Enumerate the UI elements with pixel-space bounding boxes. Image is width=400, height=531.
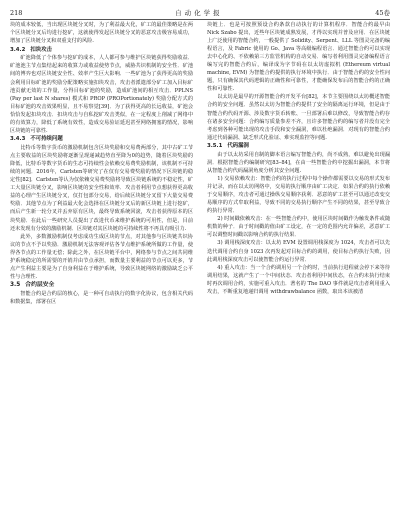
left-column — [10, 21, 193, 526]
body-paragraph: 由于以太坊采用自制的脚本语言编写智能合约，尚不成熟，难以避免出现漏洞．根据智能合约编制研究[83–84]，在由一些智能合约中挖掘出漏洞，本节将从智能合约代码漏洞角度分析其安全问题. — [207, 151, 390, 175]
body-paragraph: 以太坊是最早的开源智能合约开发平台[82]，本节主要围绕以太坊概述智能合约的安全问题．虽然以太坊为智能合约提供了安全的隔离运行环境，但是由于智能合约代码开源、涉及数字货币转账、一旦部署后难以修改，导致智能合约存在诸多安全问题：合约编写质量参差不齐，且许多智能合约的编写者并没有完全考虑到各种可能出现的攻击手段和安全漏洞，难以杜绝漏洞．对现有的智能合约通过代码漏洞、缺乏形式化验证、难实现监控等问题. — [207, 94, 390, 141]
body-paragraph: 1) 交易依赖攻击：智能合约的执行过程中每个操作都需要以交易的形式发布并记录，而在以太坊网络中，交易的执行顺序由矿工决定．如果合约的执行依赖于交易顺序，攻击者可通过操纵交易顺序获利．恶意的矿工甚至可以通过改变交易顺序的方式牟取利益，导致不同的交易执行顺序产生不同的结果，甚至导致合约执行异常． — [207, 176, 390, 215]
journal-title: 自动化学报 — [175, 9, 223, 17]
body-paragraph: 块链上．也是可按照预设合约条款自动执行的计算机程序．智能合约最早由 Nick Szabo 提出，近些年区块链成熟发展，才得以实现并普及应用．在区块链上广泛使用的智能合约，一般提供了 Solidity、Serpent、LLL 等图灵完备的编程语言，及 Fabric 使用的 Go、Java 等高级编程语言．通过智能合约可以实现去中心化的、不依赖第三方监管机构的自动交易．编写者利用图灵完备编程语言编写完的智能合约后，编译成为字节码在以太坊虚拟机 (Ethereum virtual machine, EVM) 为智能合约提供的执行环境中执行．由于智能合约的安全性问题，只有确保其代码逻辑的正确性和可靠性，才能确保发布后的智能合约的正确性和可靠性. — [207, 22, 390, 93]
volume-label: 45卷 — [375, 9, 390, 17]
body-paragraph: 2) 时间戳依赖攻击：在一些智能合约中，使用区块时间戳作为触发条件或随机数的种子．由于时间戳的值由矿工设定，在一定的范围内允许偏差，恶意矿工可以调整时间戳以影响合约的执行结果． — [207, 216, 390, 239]
section-number: 3.5.1 — [207, 143, 223, 150]
body-paragraph: 4) 重入攻击：当一个合约调用另一个合约时，当前执行进程就会停下来等待调用结果，这就产生了一个中间状态．攻击者利用中间状态，在合约未执行结束时再次调用合约，实施可重入攻击．著名的 The DAO 事件就是攻击者利用重入攻击，不断重复地递归调用 withdrawbalance 函数，取出本该被清 — [207, 264, 390, 295]
section-number: 3.5 — [10, 282, 21, 289]
section-title: 代码漏洞 — [227, 143, 249, 150]
page-number: 218 — [10, 9, 23, 17]
section-heading — [10, 135, 193, 143]
body-paragraph: 此外，多数激励机制仅考虑成功生成区块的节点，对其他参与区块链共识协议的节点不予以奖励．激励机制无法客观评估各节点维护系统所做的工作量，使得各节点的工作量无偿；除此之外，在区块链平台中，网络参与节点之间共同维护系统稳定的所需要的开销并由节点承担，而数量主要利益的节点可以更多，节点产生利益主要是为了自身利益在于维护系统，导致区块链网络的激励缺乏公平性与合理性. — [10, 233, 193, 280]
page-header — [10, 3, 390, 20]
body-paragraph: 矿池降低了个体参与挖矿的成本，人人都可参与维护区块链获得奖励收益．矿池池主节点集结起来的收算力或收益使势节点，威胁共识机制的安全性．矿池间的博弈也对区块链安全性、效率产生巨大影响．一些矿池为了获得更高的奖励会利用目标矿池的奖励分配策略实施扣块攻击，攻击者派遣部分矿工加入目标矿池贡献无效的工作量，分得目标矿池的奖励，造成矿池间的相互攻击．PPLNS (Pay per last N shares) 模式和 PROP (PROPortionately) 奖励分配方式的目标矿池的攻击效果明显，且不易察觉[39]．为了获得更高的长远收益，矿池会恰恰发起扣块攻击．扣块攻击与自私挖矿攻击类似，在一定程度上削减了网络中的有效算力，降低了系统有效性，造成交易验证延迟甚至网络拥塞的情况，影响区块链的可靠性. — [10, 55, 193, 134]
section-title: 扣块攻击 — [30, 46, 52, 53]
section-number: 3.4.2 — [10, 46, 26, 53]
section-title: 合约层安全 — [25, 282, 55, 289]
body-paragraph: 3) 调用栈深度攻击：以太坊 EVM 设置调用栈深度为 1024，攻击者可以先迭代调用合约自身 1023 次再发起对目标合约的调用，使目标合约执行失败，因此调用栈深度攻击可以使智能合约运行异常． — [207, 240, 390, 263]
body-paragraph: 比特币等数字货币的激励机制包含区块奖励和交易费两部分，其中古矿工节点主要收益的区块奖励将逐渐呈现递减趋势直至降为0的趋势，随着区块奖励的降低，比特币等数字货币的生态可持续性会依赖交易费奖励机制，该机制不可持续的问题．2016年，Carlsten等研究了在仅有交易费奖励的情况下区块链的稳定性[82]．Carlsten等认为仅依赖交易费奖励将导致区块链系统的不稳定性，矿工大量区块链分叉，影响区块链的安全性和效率．攻击者利用节点想获得更高收益的心理产生区块链分叉，仅打包部分交易，给后续区块链分叉留下大量交易费奖励．其他节点为了利益最大化会选择在区块链分叉后的新区块链上进行挖矿，而后产生新一轮分叉并丢弃原有区块，最终导致系统回滚，攻击者获得原本的区块奖励．在此后一些研究人员提出了改进代币来维护系统的可用性，但是，目前还未发现有分效的激励机制．区块链对其区块链的可持续性将不再具有吸引力. — [10, 145, 193, 232]
section-heading — [10, 46, 193, 54]
section-title: 不可持续问题 — [30, 136, 63, 143]
section-heading — [10, 281, 193, 289]
body-paragraph: 块的成本较低，当出现区块链分叉时，为了利益最大化，矿工的最佳策略是在两个区块链分叉后均进行挖矿，这就使得发起区块链分叉的恶意攻击极容易成功，增加了区块链分叉和双重支付的风险. — [10, 22, 193, 45]
body-paragraph: 智能合约是合约层的核心，是一种可自动执行的数字化协议，包含相关代码和数据集，部署在区 — [10, 291, 193, 306]
right-column — [207, 21, 390, 526]
section-number: 3.4.3 — [10, 136, 26, 143]
section-heading — [207, 142, 390, 150]
